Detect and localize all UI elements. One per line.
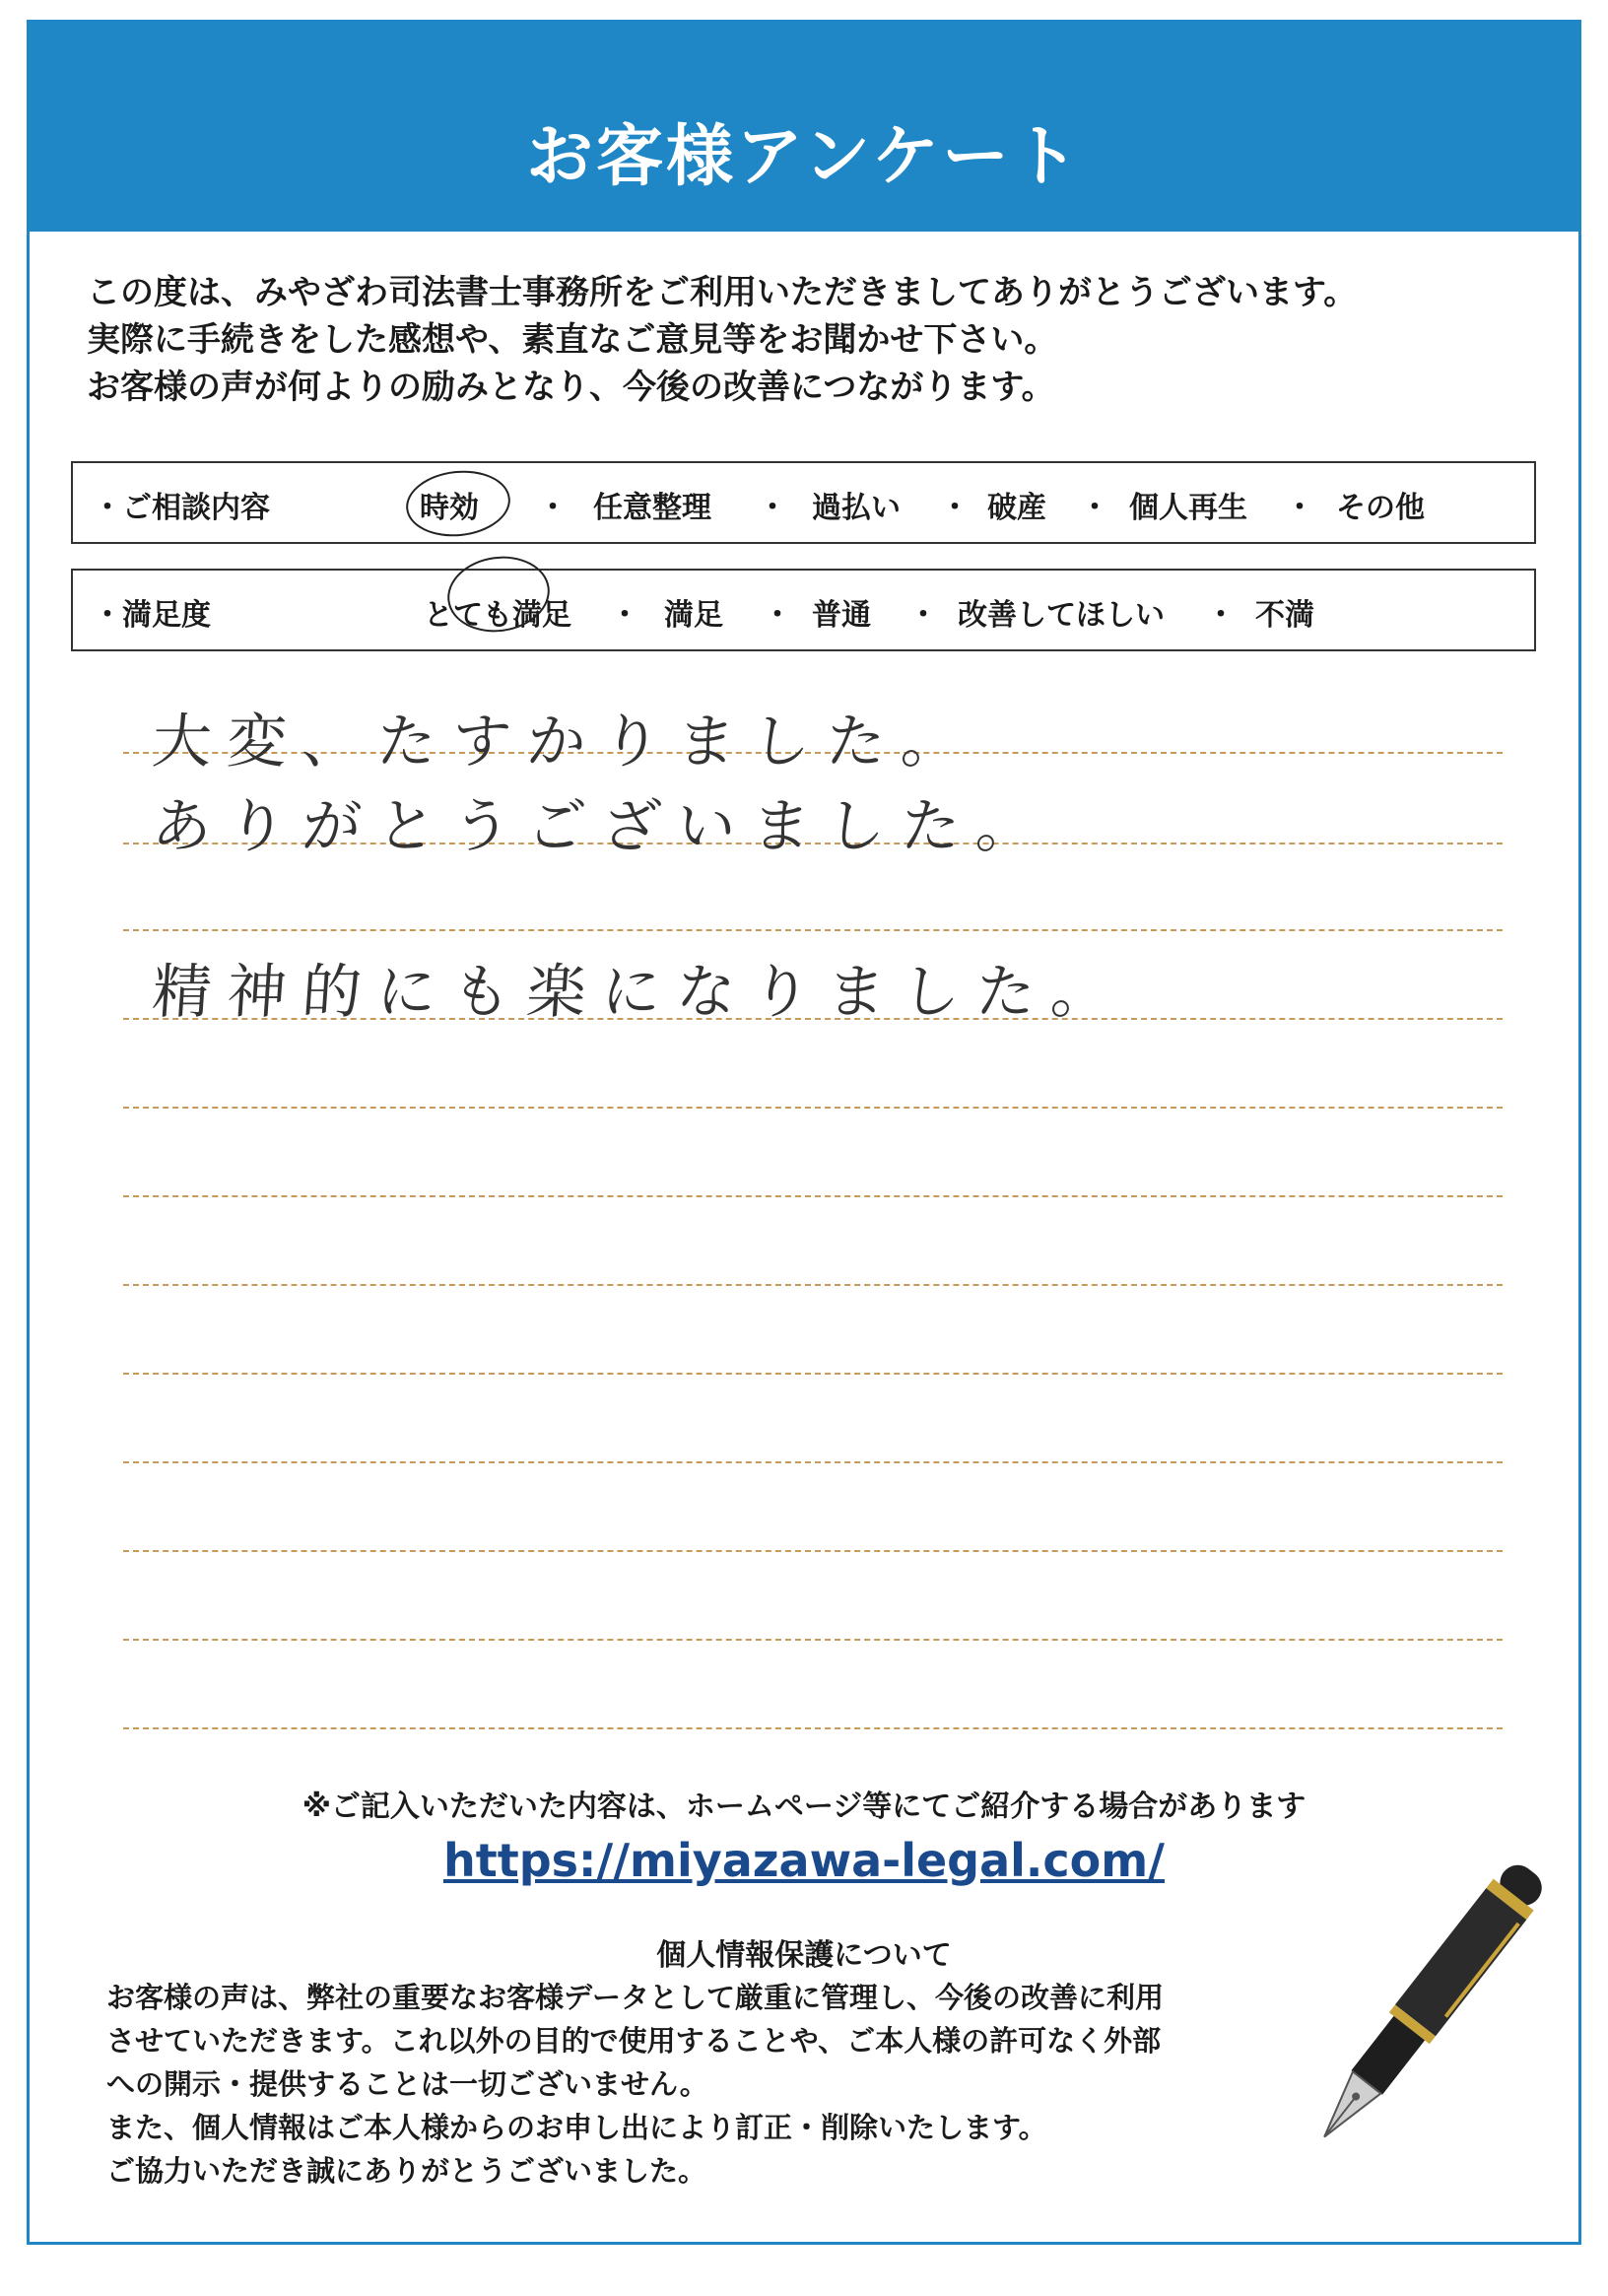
satisfaction-row (71, 569, 1536, 651)
ruled-line (123, 1195, 1503, 1197)
ruled-line (123, 1284, 1503, 1286)
header-band (30, 23, 1578, 232)
privacy-line: お客様の声は、弊社の重要なお客様データとして厳重に管理し、今後の改善に利用 (106, 1981, 1165, 2014)
privacy-title: 個人情報保護について (656, 1938, 952, 1973)
consultation-option-hasan[interactable]: 破産 (987, 491, 1046, 525)
ruled-line (123, 1550, 1503, 1552)
satisfaction-option-very-satisfied[interactable]: とても満足 (424, 598, 571, 633)
privacy-line: させていただきます。これ以外の目的で使用することや、ご本人様の許可なく外部 (106, 2024, 1162, 2058)
separator: ・ (763, 598, 792, 633)
handwritten-line: 大変、たすかりました。 (150, 708, 979, 777)
separator: ・ (908, 598, 938, 633)
satisfaction-option-needs-improvement[interactable]: 改善してほしい (958, 598, 1165, 633)
ruled-line (123, 929, 1503, 931)
fountain-pen-icon (1301, 1826, 1557, 2181)
satisfaction-label: ・満足度 (93, 598, 211, 633)
privacy-line: への開示・提供することは一切ございません。 (106, 2067, 708, 2101)
privacy-text (106, 1976, 1348, 2193)
consultation-label: ・ご相談内容 (93, 491, 270, 525)
separator: ・ (1080, 491, 1109, 525)
selection-circle (403, 466, 513, 542)
consultation-option-niniseiri[interactable]: 任意整理 (593, 491, 711, 525)
privacy-line: ご協力いただき誠にありがとうございました。 (106, 2154, 707, 2188)
handwritten-line: 精神的にも楽になりました。 (150, 958, 1129, 1027)
consultation-option-jikou[interactable]: 時効 (420, 491, 479, 525)
separator: ・ (940, 491, 970, 525)
ruled-line (123, 1461, 1503, 1463)
separator: ・ (1285, 491, 1314, 525)
intro-line: お客様の声が何よりの励みとなり、今後の改善につながります。 (87, 368, 1055, 407)
handwritten-line: ありがとうございました。 (150, 792, 1054, 861)
consultation-option-kojinsaisei[interactable]: 個人再生 (1129, 491, 1247, 525)
consultation-option-sonota[interactable]: その他 (1336, 491, 1425, 525)
separator: ・ (1206, 598, 1236, 633)
intro-line: 実際に手続きをした感想や、素直なご意見等をお聞かせ下さい。 (87, 320, 1058, 360)
intro-line: この度は、みやざわ司法書士事務所をご利用いただきましてありがとうございます。 (87, 273, 1358, 312)
consultation-row (71, 461, 1536, 544)
survey-sheet (27, 20, 1581, 2245)
separator: ・ (610, 598, 639, 633)
ruled-line (123, 1727, 1503, 1729)
intro-text (87, 269, 1525, 411)
ruled-line (123, 1107, 1503, 1109)
website-link[interactable]: https://miyazawa-legal.com/ (443, 1834, 1165, 1887)
consultation-option-kabarai[interactable]: 過払い (812, 491, 901, 525)
privacy-line: また、個人情報はご本人様からのお申し出により訂正・削除いたします。 (106, 2111, 1047, 2144)
ruled-line (123, 1373, 1503, 1375)
satisfaction-option-satisfied[interactable]: 満足 (664, 598, 723, 633)
satisfaction-option-dissatisfied[interactable]: 不満 (1255, 598, 1314, 633)
publication-notice: ※ご記入いただいた内容は、ホームページ等にてご紹介する場合があります (302, 1790, 1306, 1824)
satisfaction-option-normal[interactable]: 普通 (812, 598, 871, 633)
ruled-line (123, 1639, 1503, 1641)
separator: ・ (538, 491, 568, 525)
page-title: お客様アンケート (526, 118, 1082, 196)
separator: ・ (758, 491, 787, 525)
